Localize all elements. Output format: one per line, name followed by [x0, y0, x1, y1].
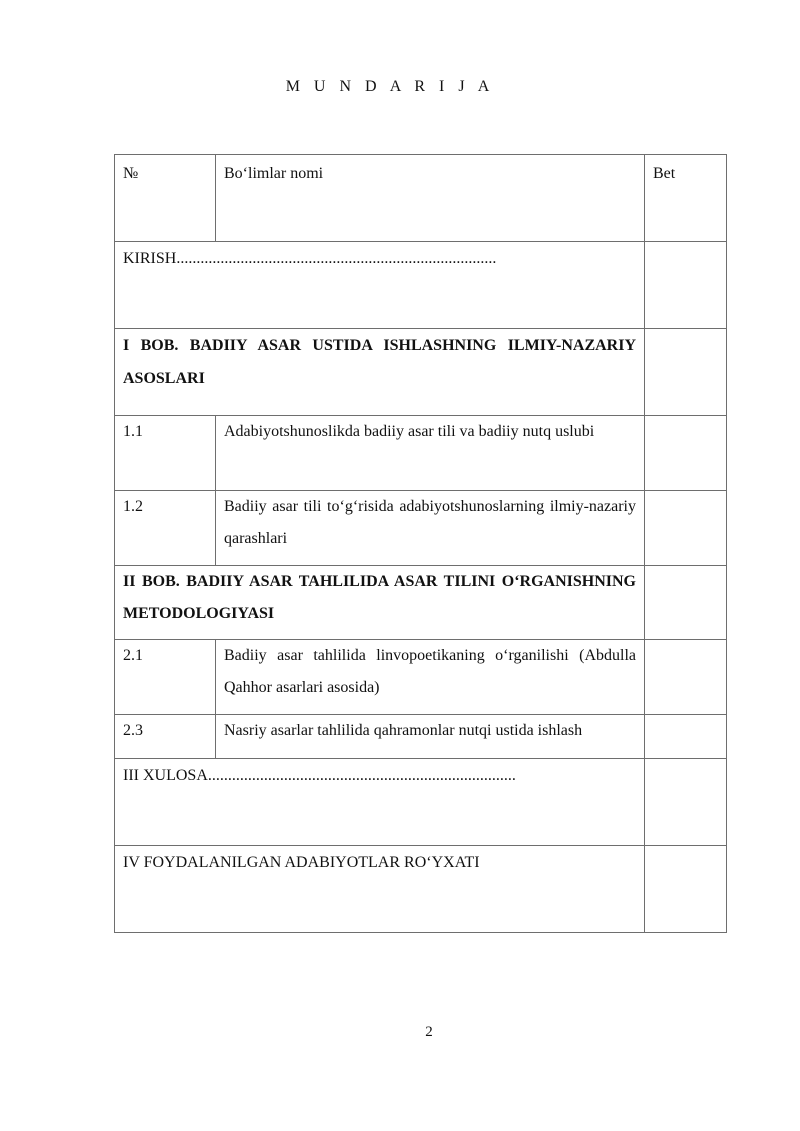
- section-number: 2.3: [115, 715, 216, 759]
- table-of-contents: [114, 154, 727, 933]
- table-row: [115, 491, 727, 566]
- section-title: Badiiy asar tili to‘g‘risida adabiyotshunoslarning ilmiy-nazariy qarashlari: [216, 491, 645, 566]
- section-title: Badiiy asar tahlilida linvopoetikaning o‘rganilishi (Abdulla Qahhor asarlari asosida): [216, 640, 645, 715]
- table-row: [115, 759, 727, 846]
- section-number: 1.1: [115, 416, 216, 491]
- page-cell: [645, 846, 727, 933]
- section-number: 1.2: [115, 491, 216, 566]
- page-cell: [645, 566, 727, 640]
- table-row: [115, 242, 727, 329]
- chapter-2-title: II BOB. BADIIY ASAR TAHLILIDA ASAR TILINI O‘RGANISHNING METODOLOGIYASI: [115, 566, 645, 640]
- header-section-name: Bo‘limlar nomi: [216, 155, 645, 242]
- chapter-1-title: I BOB. BADIIY ASAR USTIDA ISHLASHNING ILMIY-NAZARIY ASOSLARI: [115, 329, 645, 416]
- page-cell: [645, 759, 727, 846]
- section-intro: KIRISH................................................................................: [115, 242, 645, 329]
- header-page: Bet: [645, 155, 727, 242]
- header-number: №: [115, 155, 216, 242]
- table-row: [115, 416, 727, 491]
- page-cell: [645, 416, 727, 491]
- section-references: IV FOYDALANILGAN ADABIYOTLAR RO‘YXATI: [115, 846, 645, 933]
- document-title: M U N D A R I J A: [285, 78, 495, 95]
- table-row: [115, 715, 727, 759]
- section-conclusion: III XULOSA.............................................................................: [115, 759, 645, 846]
- section-number: 2.1: [115, 640, 216, 715]
- section-title: Nasriy asarlar tahlilida qahramonlar nutqi ustida ishlash: [216, 715, 645, 759]
- table-row: [115, 640, 727, 715]
- page-cell: [645, 715, 727, 759]
- table-row: [115, 846, 727, 933]
- table-row: [115, 329, 727, 416]
- page-cell: [645, 242, 727, 329]
- page-number: 2: [425, 1024, 433, 1040]
- table-row: [115, 566, 727, 640]
- table-header-row: [115, 155, 727, 242]
- page-cell: [645, 491, 727, 566]
- page-cell: [645, 640, 727, 715]
- page-cell: [645, 329, 727, 416]
- section-title: Adabiyotshunoslikda badiiy asar tili va badiiy nutq uslubi: [216, 416, 645, 491]
